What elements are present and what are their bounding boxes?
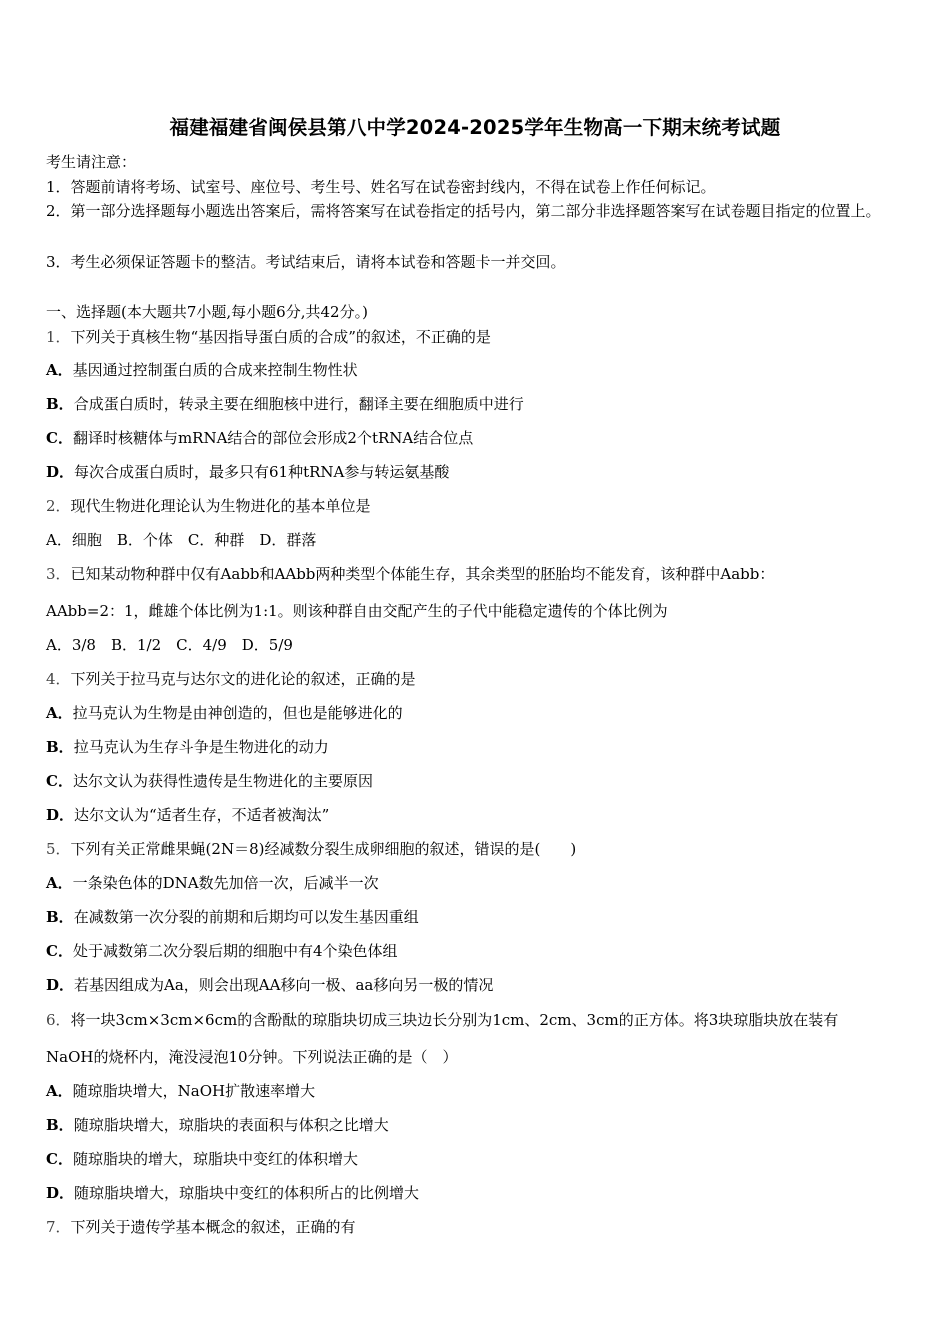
notice-item-1: 1．答题前请将考场、试室号、座位号、考生号、姓名写在试卷密封线内，不得在试卷上作任何标记。 [46, 178, 716, 196]
q4-option-c [46, 770, 904, 792]
option-key: C． [46, 429, 73, 447]
option-key: C． [46, 772, 73, 790]
notice-item-3: 3．考生必须保证答题卡的整洁。考试结束后，请将本试卷和答题卡一并交回。 [46, 253, 566, 271]
q5-option-a [46, 872, 904, 894]
option-text: 达尔文认为获得性遗传是生物进化的主要原因 [72, 772, 373, 790]
q6-option-d [46, 1182, 904, 1204]
option-text: 拉马克认为生存斗争是生物进化的动力 [73, 738, 329, 756]
option-text: 达尔文认为“适者生存，不适者被淘汰” [74, 806, 330, 824]
option-text: 处于减数第二次分裂后期的细胞中有4个染色体组 [72, 942, 398, 960]
option-key: A． [46, 704, 73, 722]
option-key: A． [46, 1082, 73, 1100]
q6-option-c [46, 1148, 904, 1170]
option-text: 每次合成蛋白质时，最多只有61种tRNA参与转运氨基酸 [74, 463, 450, 481]
question-number: 2． [46, 497, 71, 515]
question-stem: 下列关于真核生物“基因指导蛋白质的合成”的叙述，不正确的是 [70, 328, 491, 346]
option-key: B． [46, 1116, 74, 1134]
question-1 [46, 326, 904, 348]
option-key: B． [46, 738, 74, 756]
option-key: A． [46, 874, 73, 892]
question-4 [46, 668, 904, 690]
option-key: D． [46, 1184, 75, 1202]
q1-option-c [46, 427, 904, 449]
question-stem: 下列有关正常雌果蝇(2N＝8)经减数分裂生成卵细胞的叙述，错误的是( ) [70, 840, 577, 858]
question-stem: 已知某动物种群中仅有Aabb和AAbb两种类型个体能生存，其余类型的胚胎均不能发育，该种群中Aabb： [70, 565, 775, 583]
question-stem: 现代生物进化理论认为生物进化的基本单位是 [70, 497, 371, 515]
question-number: 5． [46, 840, 71, 858]
q4-option-d [46, 804, 904, 826]
option-text: 随琼脂块增大，琼脂块中变红的体积所占的比例增大 [74, 1184, 420, 1202]
option-text: 随琼脂块的增大，琼脂块中变红的体积增大 [72, 1150, 358, 1168]
question-number: 6． [46, 1011, 71, 1029]
option-text: 一条染色体的DNA数先加倍一次，后减半一次 [72, 874, 379, 892]
option-text: 拉马克认为生物是由神创造的，但也是能够进化的 [72, 704, 403, 722]
option-text: 合成蛋白质时，转录主要在细胞核中进行，翻译主要在细胞质中进行 [73, 395, 524, 413]
question-stem: 下列关于拉马克与达尔文的进化论的叙述，正确的是 [70, 670, 416, 688]
q1-option-d [46, 461, 904, 483]
question-number: 3． [46, 565, 71, 583]
q1-option-a [46, 359, 904, 381]
option-key: D． [46, 463, 75, 481]
q5-option-b [46, 906, 904, 928]
q2-options: A．细胞 B．个体 C．种群 D．群落 [46, 531, 317, 549]
notice-heading: 考生请注意： [46, 153, 137, 171]
question-3 [46, 563, 904, 585]
option-key: C． [46, 1150, 73, 1168]
page-title: 福建福建省闽侯县第八中学2024-2025学年生物高一下期末统考试题 [169, 116, 781, 139]
q5-option-c [46, 940, 904, 962]
question-stem: 下列关于遗传学基本概念的叙述，正确的有 [70, 1218, 356, 1236]
option-key: D． [46, 976, 75, 994]
q1-option-b [46, 393, 904, 415]
option-text: 随琼脂块增大，NaOH扩散速率增大 [72, 1082, 316, 1100]
option-key: C． [46, 942, 73, 960]
question-number: 4． [46, 670, 71, 688]
q6-option-a [46, 1080, 904, 1102]
q3-options: A．3/8 B．1/2 C．4/9 D．5/9 [46, 636, 293, 654]
question-stem: 将一块3cm×3cm×6cm的含酚酞的琼脂块切成三块边长分别为1cm、2cm、3cm的正方体。将3块琼脂块放在装有 [70, 1011, 839, 1029]
q5-option-d [46, 974, 904, 996]
option-key: A． [46, 361, 73, 379]
question-number: 7． [46, 1218, 71, 1236]
option-text: 翻译时核糖体与mRNA结合的部位会形成2个tRNA结合位点 [72, 429, 474, 447]
question-7 [46, 1216, 904, 1238]
q4-option-b [46, 736, 904, 758]
option-text: 随琼脂块增大，琼脂块的表面积与体积之比增大 [73, 1116, 389, 1134]
notice-item-2: 2．第一部分选择题每小题选出答案后，需将答案写在试卷指定的括号内，第二部分非选择题答案写在试卷题目指定的位置上。 [46, 202, 881, 220]
question-3-cont: AAbb=2：1，雌雄个体比例为1:1。则该种群自由交配产生的子代中能稳定遗传的个体比例为 [46, 602, 668, 620]
section-heading: 一、选择题(本大题共7小题,每小题6分,共42分。) [46, 303, 368, 321]
question-5 [46, 838, 904, 860]
option-text: 基因通过控制蛋白质的合成来控制生物性状 [72, 361, 358, 379]
question-2 [46, 495, 904, 517]
option-key: D． [46, 806, 75, 824]
question-6 [46, 1009, 904, 1031]
option-key: B． [46, 395, 74, 413]
option-text: 若基因组成为Aa，则会出现AA移向一极、aa移向另一极的情况 [74, 976, 494, 994]
q4-option-a [46, 702, 904, 724]
option-text: 在减数第一次分裂的前期和后期均可以发生基因重组 [73, 908, 419, 926]
question-6-cont: NaOH的烧杯内，淹没浸泡10分钟。下列说法正确的是（ ） [46, 1048, 458, 1066]
question-number: 1． [46, 328, 71, 346]
q6-option-b [46, 1114, 904, 1136]
option-key: B． [46, 908, 74, 926]
